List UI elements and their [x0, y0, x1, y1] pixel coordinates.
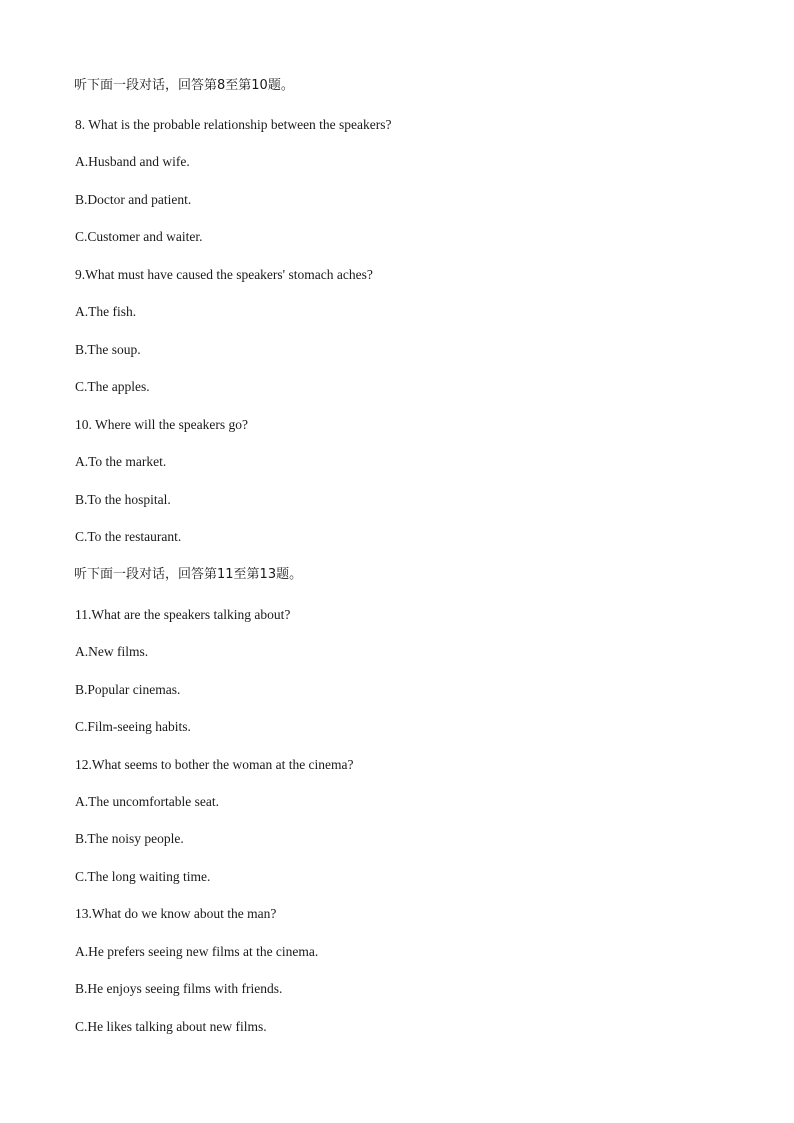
answer-option: B.The noisy people. — [75, 831, 184, 846]
answer-option: A.Husband and wife. — [75, 154, 190, 169]
answer-option: B.The soup. — [75, 342, 141, 357]
answer-option: A.The fish. — [75, 304, 137, 319]
answer-option: C.The long waiting time. — [75, 869, 211, 884]
answer-option: B.To the hospital. — [75, 492, 171, 507]
answer-option: A.The uncomfortable seat. — [75, 794, 219, 809]
answer-option: A.New films. — [75, 644, 149, 659]
answer-option: C.He likes talking about new films. — [75, 1019, 267, 1034]
answer-option: B.Doctor and patient. — [75, 192, 192, 207]
section-heading: 听下面一段对话，回答第8至第10题。 — [74, 78, 294, 93]
answer-option: B.Popular cinemas. — [75, 682, 181, 697]
question-prompt: 10. Where will the speakers go? — [75, 417, 248, 432]
answer-option: A.To the market. — [75, 454, 167, 469]
question-prompt: 12.What seems to bother the woman at the cinema? — [75, 757, 354, 772]
question-prompt: 8. What is the probable relationship between the speakers? — [75, 117, 392, 132]
section-heading: 听下面一段对话，回答第11至第13题。 — [74, 567, 303, 582]
question-prompt: 13.What do we know about the man? — [75, 906, 277, 921]
question-prompt: 11.What are the speakers talking about? — [75, 607, 291, 622]
answer-option: C.Customer and waiter. — [75, 229, 203, 244]
answer-option: A.He prefers seeing new films at the cinema. — [75, 944, 319, 959]
answer-option: B.He enjoys seeing films with friends. — [75, 981, 283, 996]
answer-option: C.The apples. — [75, 379, 150, 394]
answer-option: C.Film-seeing habits. — [75, 719, 191, 734]
question-prompt: 9.What must have caused the speakers' stomach aches? — [75, 267, 373, 282]
answer-option: C.To the restaurant. — [75, 529, 182, 544]
